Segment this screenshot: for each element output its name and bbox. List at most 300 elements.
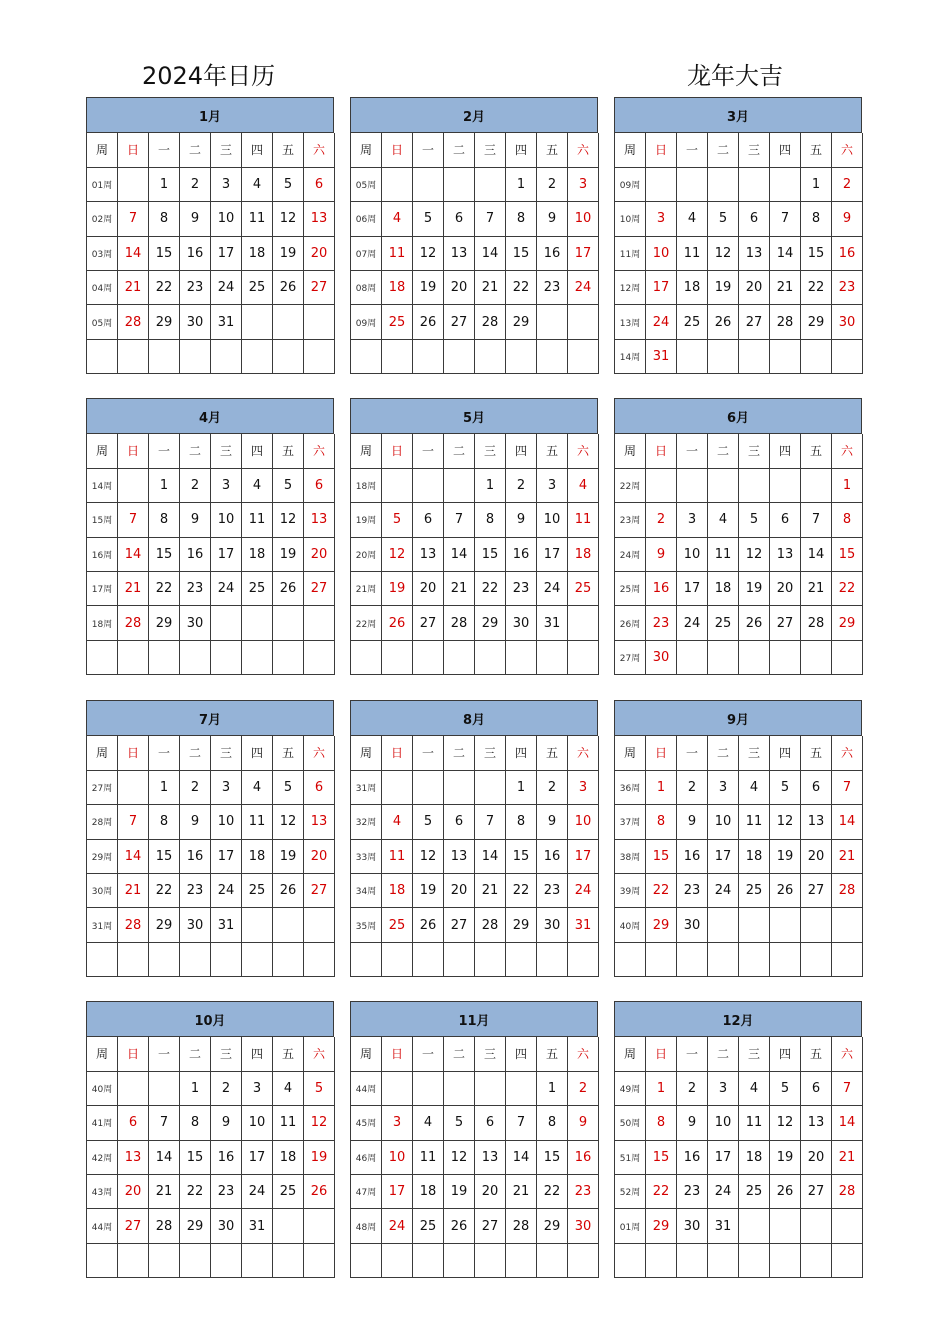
day-cell: 20 <box>304 236 335 270</box>
day-cell: 25 <box>273 1175 304 1209</box>
day-cell: 5 <box>770 1071 801 1105</box>
week-number: 44周 <box>351 1071 382 1105</box>
day-cell: 16 <box>180 236 211 270</box>
day-cell <box>273 1209 304 1243</box>
day-cell <box>475 770 506 804</box>
weekday-header: 三 <box>211 736 242 770</box>
day-cell: 11 <box>568 503 599 537</box>
day-cell <box>180 942 211 976</box>
day-cell: 29 <box>646 1209 677 1243</box>
weekday-header: 日 <box>382 1037 413 1071</box>
week-row <box>87 339 335 373</box>
day-cell <box>180 339 211 373</box>
day-cell <box>568 305 599 339</box>
day-cell: 9 <box>677 1106 708 1140</box>
day-cell: 2 <box>180 770 211 804</box>
day-cell <box>382 942 413 976</box>
day-cell <box>770 1243 801 1277</box>
week-row <box>87 236 335 270</box>
week-row <box>351 1140 599 1174</box>
week-number: 47周 <box>351 1175 382 1209</box>
day-cell <box>475 640 506 674</box>
weekday-header: 三 <box>739 133 770 167</box>
day-cell: 23 <box>677 1175 708 1209</box>
week-number: 43周 <box>87 1175 118 1209</box>
weekday-header: 六 <box>568 434 599 468</box>
day-cell <box>382 640 413 674</box>
day-cell: 29 <box>832 606 863 640</box>
weekday-header: 四 <box>770 736 801 770</box>
day-cell <box>770 339 801 373</box>
day-cell: 20 <box>739 271 770 305</box>
day-cell <box>708 339 739 373</box>
day-cell <box>149 640 180 674</box>
day-cell: 5 <box>770 770 801 804</box>
month-header: 6月 <box>614 398 862 434</box>
day-cell: 4 <box>242 770 273 804</box>
week-row <box>351 572 599 606</box>
weekday-header: 六 <box>304 1037 335 1071</box>
day-cell: 28 <box>118 606 149 640</box>
day-cell <box>475 1243 506 1277</box>
day-cell <box>537 305 568 339</box>
day-cell: 10 <box>677 537 708 571</box>
day-cell: 28 <box>475 908 506 942</box>
day-cell: 30 <box>832 305 863 339</box>
day-cell <box>273 908 304 942</box>
day-cell: 7 <box>832 1071 863 1105</box>
day-cell: 1 <box>537 1071 568 1105</box>
weekday-header: 四 <box>242 1037 273 1071</box>
day-cell: 25 <box>242 271 273 305</box>
weekday-header: 周 <box>87 736 118 770</box>
day-cell: 14 <box>770 236 801 270</box>
month-header: 8月 <box>350 700 598 736</box>
day-cell: 17 <box>211 236 242 270</box>
weekday-header: 六 <box>304 736 335 770</box>
week-number <box>87 339 118 373</box>
day-cell: 26 <box>413 305 444 339</box>
week-row <box>87 167 335 201</box>
day-cell: 29 <box>537 1209 568 1243</box>
week-number: 41周 <box>87 1106 118 1140</box>
week-row <box>615 908 863 942</box>
week-number: 20周 <box>351 537 382 571</box>
week-row <box>351 271 599 305</box>
day-cell <box>211 942 242 976</box>
weekday-header: 三 <box>475 434 506 468</box>
month-block <box>350 97 598 374</box>
weekday-header: 六 <box>568 133 599 167</box>
weekday-header: 日 <box>646 133 677 167</box>
day-cell: 10 <box>708 805 739 839</box>
week-row <box>615 236 863 270</box>
day-cell: 14 <box>118 537 149 571</box>
day-cell: 7 <box>770 202 801 236</box>
week-number: 52周 <box>615 1175 646 1209</box>
day-cell: 12 <box>413 839 444 873</box>
day-cell <box>444 339 475 373</box>
day-cell <box>770 1209 801 1243</box>
day-cell: 5 <box>444 1106 475 1140</box>
day-cell: 28 <box>118 305 149 339</box>
day-cell: 14 <box>149 1140 180 1174</box>
month-header: 10月 <box>86 1001 334 1037</box>
week-number: 01周 <box>615 1209 646 1243</box>
day-cell: 20 <box>304 839 335 873</box>
day-cell: 6 <box>475 1106 506 1140</box>
day-cell: 17 <box>382 1175 413 1209</box>
day-cell: 25 <box>242 572 273 606</box>
weekday-header: 周 <box>615 133 646 167</box>
weekday-header: 五 <box>273 1037 304 1071</box>
day-cell: 12 <box>739 537 770 571</box>
weekday-header: 三 <box>739 736 770 770</box>
weekday-header-row <box>87 1037 335 1071</box>
week-number: 14周 <box>87 468 118 502</box>
day-cell: 5 <box>413 805 444 839</box>
day-cell: 1 <box>646 1071 677 1105</box>
day-cell: 14 <box>444 537 475 571</box>
day-cell: 3 <box>242 1071 273 1105</box>
day-cell: 19 <box>413 271 444 305</box>
day-cell: 13 <box>739 236 770 270</box>
day-cell <box>677 640 708 674</box>
weekday-header-row <box>87 434 335 468</box>
calendar-slogan: 龙年大吉 <box>687 62 783 90</box>
day-cell: 19 <box>708 271 739 305</box>
day-cell: 11 <box>708 537 739 571</box>
day-cell <box>444 1243 475 1277</box>
weekday-header: 六 <box>832 133 863 167</box>
day-cell <box>382 167 413 201</box>
day-cell: 21 <box>506 1175 537 1209</box>
week-row <box>351 305 599 339</box>
weekday-header: 日 <box>646 1037 677 1071</box>
day-cell: 24 <box>242 1175 273 1209</box>
week-row <box>351 339 599 373</box>
day-cell: 17 <box>568 236 599 270</box>
week-row <box>351 942 599 976</box>
day-cell: 12 <box>413 236 444 270</box>
day-cell: 5 <box>413 202 444 236</box>
day-cell <box>708 468 739 502</box>
weekday-header: 周 <box>615 434 646 468</box>
month-header: 2月 <box>350 97 598 133</box>
weekday-header: 二 <box>444 434 475 468</box>
weekday-header: 五 <box>273 736 304 770</box>
day-cell: 17 <box>242 1140 273 1174</box>
day-cell: 26 <box>382 606 413 640</box>
day-cell: 22 <box>801 271 832 305</box>
day-cell: 15 <box>149 236 180 270</box>
day-cell: 16 <box>537 839 568 873</box>
week-number: 07周 <box>351 236 382 270</box>
weekday-header: 一 <box>677 736 708 770</box>
day-cell: 19 <box>770 839 801 873</box>
day-cell: 18 <box>382 874 413 908</box>
week-row <box>351 1106 599 1140</box>
week-row <box>351 908 599 942</box>
day-cell: 24 <box>677 606 708 640</box>
week-row <box>615 202 863 236</box>
weekday-header: 周 <box>615 736 646 770</box>
day-cell: 22 <box>646 874 677 908</box>
day-cell: 30 <box>646 640 677 674</box>
day-cell: 31 <box>568 908 599 942</box>
week-row <box>87 908 335 942</box>
day-cell <box>118 942 149 976</box>
day-cell: 2 <box>677 1071 708 1105</box>
weekday-header: 日 <box>118 434 149 468</box>
day-cell <box>118 1071 149 1105</box>
day-cell: 20 <box>304 537 335 571</box>
day-cell: 6 <box>801 1071 832 1105</box>
day-cell: 4 <box>273 1071 304 1105</box>
day-cell: 7 <box>444 503 475 537</box>
day-cell <box>739 640 770 674</box>
day-cell: 2 <box>180 167 211 201</box>
day-cell: 9 <box>646 537 677 571</box>
week-row <box>615 770 863 804</box>
day-cell: 27 <box>304 874 335 908</box>
month-grid <box>86 1037 335 1278</box>
day-cell <box>382 1243 413 1277</box>
day-cell <box>832 1209 863 1243</box>
weekday-header: 四 <box>506 434 537 468</box>
week-row <box>615 942 863 976</box>
weekday-header: 一 <box>413 736 444 770</box>
day-cell <box>149 942 180 976</box>
weekday-header: 一 <box>149 1037 180 1071</box>
month-header: 9月 <box>614 700 862 736</box>
week-number: 38周 <box>615 839 646 873</box>
day-cell: 19 <box>273 839 304 873</box>
day-cell <box>739 908 770 942</box>
day-cell: 12 <box>304 1106 335 1140</box>
month-header: 4月 <box>86 398 334 434</box>
weekday-header: 四 <box>770 133 801 167</box>
day-cell <box>475 942 506 976</box>
week-number: 31周 <box>351 770 382 804</box>
day-cell: 10 <box>708 1106 739 1140</box>
week-number: 44周 <box>87 1209 118 1243</box>
week-row <box>615 1140 863 1174</box>
day-cell: 4 <box>568 468 599 502</box>
week-row <box>87 305 335 339</box>
day-cell: 25 <box>382 908 413 942</box>
day-cell: 10 <box>568 805 599 839</box>
day-cell: 17 <box>211 537 242 571</box>
weekday-header: 六 <box>832 736 863 770</box>
day-cell: 25 <box>708 606 739 640</box>
day-cell: 28 <box>444 606 475 640</box>
day-cell: 25 <box>568 572 599 606</box>
day-cell: 13 <box>475 1140 506 1174</box>
week-number: 05周 <box>351 167 382 201</box>
day-cell: 22 <box>506 271 537 305</box>
month-grid <box>614 1037 863 1278</box>
day-cell <box>801 339 832 373</box>
day-cell: 6 <box>801 770 832 804</box>
day-cell <box>475 339 506 373</box>
day-cell: 30 <box>180 606 211 640</box>
day-cell: 29 <box>180 1209 211 1243</box>
day-cell: 9 <box>537 202 568 236</box>
day-cell <box>413 339 444 373</box>
day-cell: 7 <box>149 1106 180 1140</box>
day-cell <box>304 1243 335 1277</box>
day-cell: 22 <box>475 572 506 606</box>
day-cell <box>242 606 273 640</box>
day-cell: 7 <box>118 202 149 236</box>
day-cell: 1 <box>149 167 180 201</box>
weekday-header: 周 <box>615 1037 646 1071</box>
week-number: 36周 <box>615 770 646 804</box>
day-cell: 12 <box>708 236 739 270</box>
day-cell: 24 <box>211 874 242 908</box>
day-cell: 15 <box>180 1140 211 1174</box>
day-cell <box>708 908 739 942</box>
day-cell <box>677 339 708 373</box>
weekday-header-row <box>351 434 599 468</box>
month-block <box>86 1001 334 1278</box>
weekday-header: 五 <box>273 434 304 468</box>
week-row <box>87 1106 335 1140</box>
day-cell: 23 <box>677 874 708 908</box>
day-cell: 17 <box>537 537 568 571</box>
week-row <box>351 1209 599 1243</box>
weekday-header: 六 <box>832 434 863 468</box>
day-cell: 12 <box>273 805 304 839</box>
day-cell <box>568 640 599 674</box>
day-cell <box>211 339 242 373</box>
weekday-header: 一 <box>149 133 180 167</box>
day-cell: 24 <box>646 305 677 339</box>
day-cell <box>211 1243 242 1277</box>
day-cell: 6 <box>413 503 444 537</box>
day-cell: 9 <box>537 805 568 839</box>
day-cell <box>273 339 304 373</box>
day-cell: 22 <box>149 572 180 606</box>
week-number: 18周 <box>351 468 382 502</box>
week-number: 51周 <box>615 1140 646 1174</box>
day-cell: 28 <box>149 1209 180 1243</box>
month-grid <box>350 133 599 374</box>
day-cell <box>118 167 149 201</box>
month-block <box>350 1001 598 1278</box>
day-cell: 19 <box>739 572 770 606</box>
day-cell: 21 <box>475 271 506 305</box>
week-number: 16周 <box>87 537 118 571</box>
day-cell <box>304 908 335 942</box>
month-header: 5月 <box>350 398 598 434</box>
week-row <box>87 1071 335 1105</box>
day-cell: 13 <box>770 537 801 571</box>
day-cell: 17 <box>568 839 599 873</box>
day-cell: 29 <box>475 606 506 640</box>
day-cell: 17 <box>677 572 708 606</box>
weekday-header: 一 <box>149 736 180 770</box>
day-cell: 27 <box>444 908 475 942</box>
day-cell: 1 <box>180 1071 211 1105</box>
weekday-header: 周 <box>351 736 382 770</box>
day-cell: 2 <box>211 1071 242 1105</box>
day-cell: 26 <box>739 606 770 640</box>
weekday-header: 日 <box>646 736 677 770</box>
week-row <box>351 1175 599 1209</box>
week-number: 27周 <box>87 770 118 804</box>
day-cell <box>708 1243 739 1277</box>
day-cell: 11 <box>382 236 413 270</box>
day-cell <box>801 640 832 674</box>
day-cell: 23 <box>180 572 211 606</box>
day-cell: 14 <box>832 805 863 839</box>
weekday-header: 一 <box>413 1037 444 1071</box>
day-cell: 25 <box>739 1175 770 1209</box>
weekday-header: 六 <box>568 736 599 770</box>
day-cell: 24 <box>708 1175 739 1209</box>
day-cell <box>444 1071 475 1105</box>
day-cell <box>708 640 739 674</box>
week-number: 17周 <box>87 572 118 606</box>
month-grid <box>614 736 863 977</box>
day-cell: 2 <box>506 468 537 502</box>
day-cell <box>413 942 444 976</box>
week-row <box>615 537 863 571</box>
day-cell: 4 <box>242 167 273 201</box>
week-row <box>615 305 863 339</box>
day-cell <box>832 908 863 942</box>
month-block <box>614 97 862 374</box>
weekday-header: 六 <box>832 1037 863 1071</box>
week-number <box>351 1243 382 1277</box>
day-cell: 12 <box>770 1106 801 1140</box>
weekday-header: 四 <box>506 133 537 167</box>
day-cell: 20 <box>444 874 475 908</box>
week-row <box>351 236 599 270</box>
day-cell: 29 <box>506 908 537 942</box>
day-cell: 7 <box>475 805 506 839</box>
day-cell <box>242 305 273 339</box>
week-row <box>87 1243 335 1277</box>
day-cell: 30 <box>506 606 537 640</box>
day-cell <box>273 1243 304 1277</box>
day-cell: 2 <box>646 503 677 537</box>
day-cell <box>568 1243 599 1277</box>
day-cell: 15 <box>801 236 832 270</box>
day-cell: 11 <box>382 839 413 873</box>
day-cell: 26 <box>444 1209 475 1243</box>
weekday-header-row <box>87 736 335 770</box>
day-cell: 8 <box>537 1106 568 1140</box>
day-cell: 14 <box>832 1106 863 1140</box>
day-cell: 8 <box>149 202 180 236</box>
weekday-header: 周 <box>351 133 382 167</box>
day-cell: 25 <box>413 1209 444 1243</box>
week-row <box>615 167 863 201</box>
day-cell <box>801 1209 832 1243</box>
day-cell <box>242 1243 273 1277</box>
day-cell <box>304 305 335 339</box>
weekday-header-row <box>615 1037 863 1071</box>
weekday-header-row <box>615 133 863 167</box>
day-cell <box>149 339 180 373</box>
weekday-header: 五 <box>537 1037 568 1071</box>
week-row <box>87 640 335 674</box>
weekday-header: 四 <box>770 1037 801 1071</box>
month-grid <box>86 434 335 675</box>
